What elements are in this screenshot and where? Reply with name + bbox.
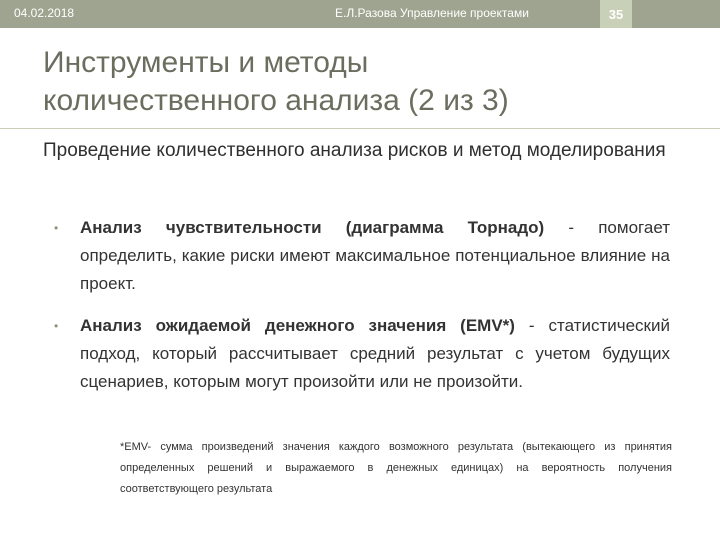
bullet-text: - помогает определить, какие риски имеют максимальное потенциальное влияние на проект. [80, 218, 670, 293]
header-author: Е.Л.Разова Управление проектами [335, 6, 529, 20]
bullet-bold-text: Анализ чувствительности (диаграмма Торнадо) [80, 218, 545, 237]
slide-title-line-1: Инструменты и методы [43, 46, 369, 79]
bullet-icon: • [54, 319, 59, 333]
slide-subtitle: Проведение количественного анализа рисков и метод моделирования [43, 140, 666, 161]
bullet-item [52, 214, 670, 298]
bullet-bold-text: Анализ ожидаемой денежного значения (EMV*) [80, 316, 515, 335]
title-divider [0, 128, 720, 129]
slide-title-line-2: количественного анализа (2 из 3) [43, 84, 509, 117]
header-date: 04.02.2018 [14, 6, 75, 20]
bullet-text: - статистический подход, который рассчитывает средний результат с учетом будущих сценариев, которым могут произойти или не произойти. [80, 316, 670, 391]
bullet-list [52, 214, 670, 410]
slide-title [43, 44, 693, 120]
slide-number: 35 [600, 0, 632, 28]
bullet-item [52, 312, 670, 396]
bullet-icon: • [54, 221, 59, 235]
footnote: *EMV- сумма произведений значения каждого возможного результата (вытекающего из принятия определенных решений и выражаемого в денежных единицах) на вероятность получения соответствующего результата [120, 441, 672, 495]
header-bar [0, 0, 720, 28]
